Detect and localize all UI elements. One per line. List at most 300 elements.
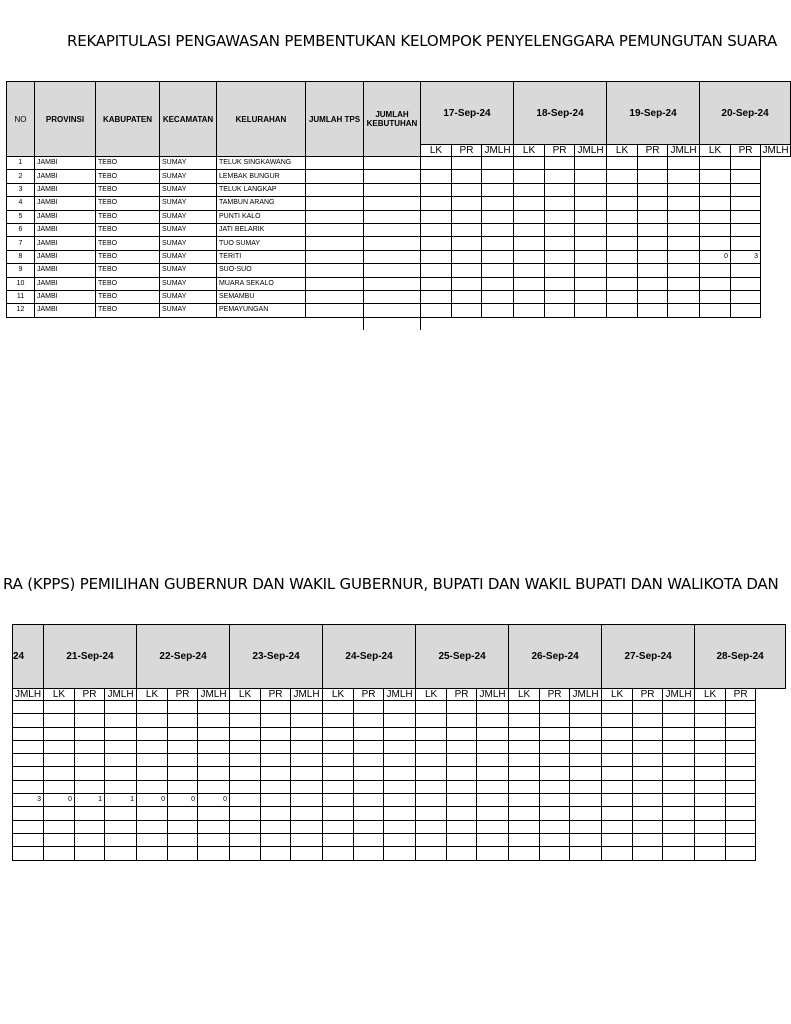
cell-jmlh: 0 [198,794,230,807]
cell-pr [452,197,482,210]
cell-pr [633,794,663,807]
cell-pr [354,714,384,727]
table-row [7,210,791,223]
sub-jmlh: JMLH [762,145,789,156]
cell-lk [421,250,452,263]
cell-pr [452,170,482,183]
cell-pr [354,847,384,860]
cell-lk [700,237,731,250]
cell-jmlh [198,807,230,820]
report-title-part1: REKAPITULASI PENGAWASAN PEMBENTUKAN KELOMPOK PENYELENGGARA PEMUNGUTAN SUARA [67,32,778,50]
cell-kabupaten: TEBO [96,290,160,303]
cell-jmlh [482,304,514,317]
cell-pr [726,767,756,780]
sub-pr: PR [545,145,575,157]
cell-jumlah-kebutuhan [364,170,421,183]
cell-lk [514,210,545,223]
sub-lk: LK [416,689,447,701]
cell-pr [540,847,570,860]
cell-pr [726,701,756,714]
cell-lk [514,157,545,170]
cell-pr [168,767,198,780]
cell-lk [421,157,452,170]
cell-pr [354,780,384,793]
table-row-blank [7,317,791,330]
cell-kabupaten: TEBO [96,170,160,183]
cell-lk [695,767,726,780]
cell-jmlh [668,250,700,263]
cell-pr [633,820,663,833]
cell-lk [695,727,726,740]
cell-jmlh [105,714,137,727]
cell-jmlh [291,780,323,793]
cell-lk [700,277,731,290]
cell-kabupaten: TEBO [96,237,160,250]
header-kabupaten: KABUPATEN [96,82,160,157]
cell-lk [421,264,452,277]
sub-lk: LK [514,145,545,157]
cell-kelurahan: TELUK LANGKAP [217,183,306,196]
cell-no: 4 [7,197,35,210]
cell-lk [695,847,726,860]
cell-lk [695,754,726,767]
cell-pr [168,807,198,820]
cell-kabupaten: TEBO [96,264,160,277]
cell-jmlh [105,701,137,714]
cell-lk [602,847,633,860]
sub-lk: LK [230,689,261,701]
cell-lk [416,847,447,860]
cell-jmlh [575,290,607,303]
cell-jmlh [477,807,509,820]
cell-pr [354,727,384,740]
recap-table-part2 [12,624,786,861]
cell-jmlh [477,754,509,767]
cell-no: 12 [7,304,35,317]
cell-jmlh [477,833,509,846]
cell-jmlh [13,767,44,780]
cell-lk [514,290,545,303]
cell-lk [700,197,731,210]
cell-jumlah-kebutuhan [364,223,421,236]
blank-cell [731,317,761,330]
cell-lk [509,727,540,740]
header-jumlah-kebutuhan: JUMLAH KEBUTUHAN [364,82,421,157]
cell-jmlh [663,727,695,740]
table-row [13,780,786,793]
cell-lk [607,264,638,277]
cell-pr [726,714,756,727]
cell-jmlh [13,714,44,727]
sub-pr: PR [447,689,477,701]
cell-lk [323,701,354,714]
cell-pr: 0 [168,794,198,807]
cell-kecamatan: SUMAY [160,264,217,277]
cell-pr [633,740,663,753]
cell-jumlah-tps [306,304,364,317]
cell-pr [261,767,291,780]
cell-lk [602,780,633,793]
cell-lk [509,754,540,767]
cell-lk: 0 [700,250,731,263]
cell-pr [447,807,477,820]
cell-jmlh [384,820,416,833]
cell-lk [137,740,168,753]
cell-pr [545,157,575,170]
cell-jumlah-kebutuhan [364,264,421,277]
cell-jumlah-tps [306,197,364,210]
cell-pr [75,780,105,793]
cell-pr [545,170,575,183]
cell-lk [137,701,168,714]
cell-lk [695,833,726,846]
cell-jmlh [198,754,230,767]
cell-pr [731,277,761,290]
cell-pr [540,740,570,753]
cell-pr [726,820,756,833]
cell-jmlh [668,277,700,290]
cell-kabupaten: TEBO [96,250,160,263]
cell-jmlh [575,210,607,223]
cell-pr [726,807,756,820]
cell-lk [509,794,540,807]
cell-pr [354,820,384,833]
cell-jmlh [663,807,695,820]
cell-lk [416,754,447,767]
cell-lk [44,767,75,780]
cell-jmlh [105,833,137,846]
sub-lk: LK [509,689,540,701]
cell-jmlh [575,304,607,317]
cell-pr [452,223,482,236]
cell-lk [416,727,447,740]
cell-pr [447,727,477,740]
header-date-17sep: 17-Sep-24 [421,82,514,145]
cell-pr [75,833,105,846]
cell-pr [633,727,663,740]
cell-pr [452,290,482,303]
cell-pr [638,264,668,277]
sub-pr: PR [75,689,105,701]
cell-pr [452,157,482,170]
cell-pr [168,847,198,860]
cell-lk [323,754,354,767]
cell-lk [44,820,75,833]
cell-no: 3 [7,183,35,196]
cell-lk [230,833,261,846]
cell-jmlh [477,740,509,753]
cell-lk [695,780,726,793]
cell-lk [700,304,731,317]
cell-jmlh [291,714,323,727]
cell-jmlh [384,740,416,753]
header-date-27sep: 27-Sep-24 [602,625,695,689]
cell-lk [416,701,447,714]
cell-pr [75,767,105,780]
cell-lk [602,740,633,753]
header-date-25sep: 25-Sep-24 [416,625,509,689]
cell-lk [607,223,638,236]
cell-pr [75,754,105,767]
cell-pr [726,833,756,846]
cell-pr [354,740,384,753]
cell-pr [638,223,668,236]
cell-jmlh [13,701,44,714]
cell-jmlh [668,210,700,223]
cell-jmlh [198,833,230,846]
cell-jmlh [384,701,416,714]
cell-jmlh [477,714,509,727]
cell-kecamatan: SUMAY [160,223,217,236]
sub-jmlh: JMLH [575,145,607,157]
cell-pr [545,264,575,277]
cell-lk [602,754,633,767]
cell-lk [602,794,633,807]
cell-pr [354,807,384,820]
cell-jmlh [668,304,700,317]
cell-lk [323,833,354,846]
cell-lk [514,183,545,196]
cell-no: 7 [7,237,35,250]
header-date-20sep-tail: 24 [13,625,44,689]
cell-jmlh [291,767,323,780]
cell-pr [540,767,570,780]
cell-pr [726,727,756,740]
cell-pr [168,833,198,846]
table-row [13,794,786,807]
cell-jmlh [575,237,607,250]
cell-jmlh [384,780,416,793]
table-row [7,290,791,303]
cell-jmlh [570,833,602,846]
cell-jmlh [575,250,607,263]
cell-kabupaten: TEBO [96,183,160,196]
blank-cell [452,317,482,330]
header-provinsi: PROVINSI [35,82,96,157]
cell-pr [731,223,761,236]
cell-no: 1 [7,157,35,170]
cell-provinsi: JAMBI [35,183,96,196]
blank-cell [364,317,421,330]
cell-pr [261,847,291,860]
recap-table-part1 [6,81,791,330]
cell-jmlh [482,183,514,196]
cell-lk [607,277,638,290]
sub-pr: PR [261,689,291,701]
sub-jmlh: JMLH [663,689,695,701]
cell-lk [509,714,540,727]
cell-jumlah-kebutuhan [364,277,421,290]
cell-jmlh [575,157,607,170]
cell-pr [633,701,663,714]
sub-jmlh: JMLH [105,689,137,701]
table-row [13,807,786,820]
cell-jmlh [477,780,509,793]
sub-jmlh: JMLH [13,689,44,701]
cell-lk [323,780,354,793]
cell-lk [509,780,540,793]
sub-jmlh: JMLH [482,145,514,157]
cell-jmlh [384,767,416,780]
cell-kecamatan: SUMAY [160,197,217,210]
cell-jmlh [384,807,416,820]
cell-pr [638,277,668,290]
cell-lk [509,820,540,833]
cell-jmlh [13,780,44,793]
cell-lk [700,157,731,170]
cell-lk: 0 [44,794,75,807]
cell-lk [514,223,545,236]
sub-pr: PR [540,689,570,701]
cell-jmlh [13,754,44,767]
cell-lk [607,157,638,170]
table-row [13,727,786,740]
cell-pr [638,304,668,317]
header-date-28sep: 28-Sep-24 [695,625,786,689]
cell-jmlh [105,820,137,833]
cell-jumlah-tps [306,223,364,236]
cell-lk [421,304,452,317]
cell-lk [44,714,75,727]
cell-lk [230,740,261,753]
cell-jmlh [663,767,695,780]
cell-pr [261,807,291,820]
cell-jmlh [482,157,514,170]
sub-jmlh: JMLH [291,689,323,701]
cell-kelurahan: TAMBUN ARANG [217,197,306,210]
cell-lk [230,820,261,833]
cell-jmlh [482,197,514,210]
cell-lk [137,714,168,727]
sub-lk: LK [695,689,726,701]
cell-lk [137,754,168,767]
cell-lk [323,740,354,753]
cell-jumlah-tps [306,290,364,303]
sub-pr: PR [354,689,384,701]
table-row [7,304,791,317]
cell-lk [421,223,452,236]
cell-jmlh [663,754,695,767]
cell-jumlah-kebutuhan [364,197,421,210]
cell-lk [416,833,447,846]
cell-provinsi: JAMBI [35,304,96,317]
cell-pr [731,210,761,223]
cell-lk [514,277,545,290]
cell-pr [731,237,761,250]
cell-pr [638,197,668,210]
cell-jmlh [477,794,509,807]
blank-cell [217,317,306,330]
cell-lk [230,780,261,793]
cell-pr [545,197,575,210]
cell-kelurahan: JATI BELARIK [217,223,306,236]
cell-jmlh [13,727,44,740]
cell-pr [75,807,105,820]
cell-pr [545,290,575,303]
cell-jmlh [482,250,514,263]
cell-kabupaten: TEBO [96,197,160,210]
cell-jmlh [668,183,700,196]
cell-jmlh [198,740,230,753]
blank-cell [306,317,364,330]
cell-lk [44,847,75,860]
report-title-part2: RA (KPPS) PEMILIHAN GUBERNUR DAN WAKIL GUBERNUR, BUPATI DAN WAKIL BUPATI DAN WALIKOTA DAN [3,575,779,593]
cell-pr [731,157,761,170]
cell-pr [447,701,477,714]
cell-jmlh [384,727,416,740]
cell-provinsi: JAMBI [35,210,96,223]
cell-jmlh [13,833,44,846]
cell-lk [695,714,726,727]
cell-pr [354,794,384,807]
cell-lk [44,727,75,740]
cell-lk [323,807,354,820]
cell-lk [509,833,540,846]
cell-jmlh [570,714,602,727]
cell-pr [540,754,570,767]
table-row [13,740,786,753]
cell-pr: 1 [75,794,105,807]
cell-jmlh [477,767,509,780]
cell-jmlh [198,847,230,860]
cell-lk [230,701,261,714]
cell-pr [731,304,761,317]
cell-pr [545,277,575,290]
cell-pr [638,183,668,196]
cell-pr [447,740,477,753]
cell-jmlh [198,714,230,727]
cell-pr [261,833,291,846]
table-row [13,833,786,846]
header-no: NO [7,82,35,157]
cell-kelurahan: TELUK SINGKAWANG [217,157,306,170]
cell-pr [261,727,291,740]
cell-pr [633,847,663,860]
cell-lk [44,740,75,753]
cell-jmlh [384,833,416,846]
blank-cell [514,317,545,330]
cell-lk [230,727,261,740]
cell-jmlh [105,740,137,753]
cell-lk [607,210,638,223]
cell-lk [230,847,261,860]
cell-jmlh [291,727,323,740]
cell-no: 10 [7,277,35,290]
cell-jmlh [105,780,137,793]
cell-pr [261,820,291,833]
cell-lk [421,197,452,210]
cell-pr [75,740,105,753]
table-row [7,223,791,236]
cell-jmlh [663,820,695,833]
blank-cell [545,317,575,330]
cell-lk [416,740,447,753]
cell-lk [421,290,452,303]
cell-pr [354,701,384,714]
cell-pr [638,290,668,303]
cell-provinsi: JAMBI [35,157,96,170]
sub-pr: PR [633,689,663,701]
cell-pr [261,780,291,793]
sub-jmlh: JMLH [198,689,230,701]
cell-lk: 0 [137,794,168,807]
cell-pr [545,237,575,250]
cell-kecamatan: SUMAY [160,304,217,317]
cell-pr [633,780,663,793]
cell-kabupaten: TEBO [96,304,160,317]
cell-jmlh [198,727,230,740]
cell-lk [695,820,726,833]
